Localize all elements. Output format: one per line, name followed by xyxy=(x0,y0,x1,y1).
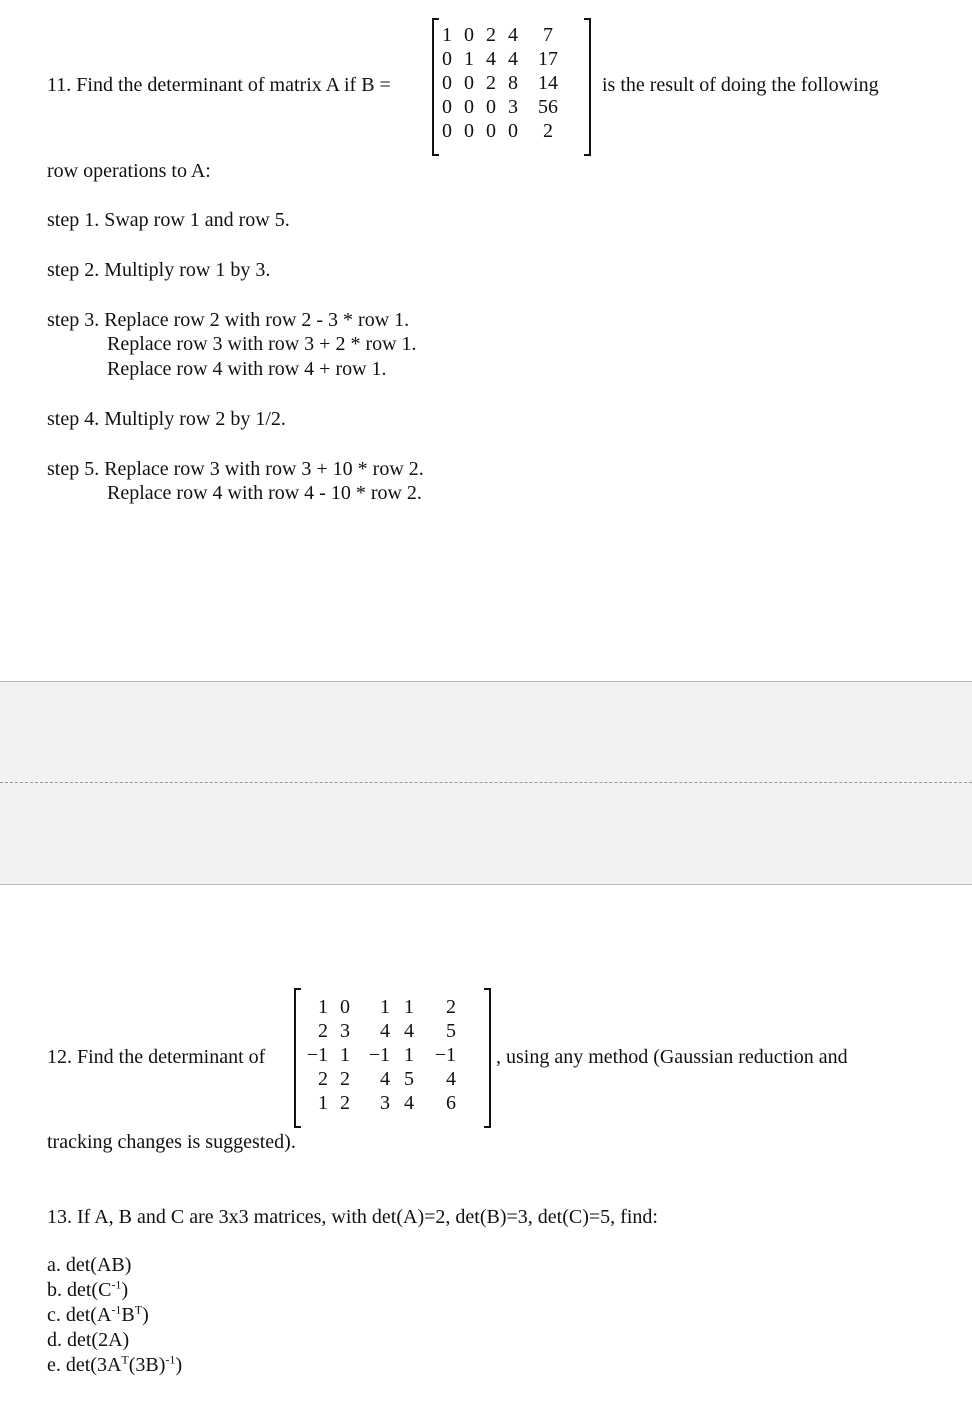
q13-c-exponent-1: -1 xyxy=(111,1302,122,1317)
step-2: step 2. Multiply row 1 by 3. xyxy=(47,259,271,281)
matrix-12-cell: 1 xyxy=(318,1092,328,1114)
q11-intro: 11. Find the determinant of matrix A if B = xyxy=(47,74,391,96)
matrix-b-cell: 0 xyxy=(464,96,474,118)
q13-c-text: c. det(A xyxy=(47,1304,112,1326)
matrix-b-cell: 0 xyxy=(464,24,474,46)
matrix-12-cell: 2 xyxy=(318,1068,328,1090)
q13-c-close: ) xyxy=(142,1304,149,1326)
matrix-b-cell: 56 xyxy=(538,96,558,118)
matrix-12-cell: 1 xyxy=(318,996,328,1018)
q13-b-text: b. det(C xyxy=(47,1279,112,1301)
step-3: step 3. Replace row 2 with row 2 - 3 * row 1. xyxy=(47,309,410,331)
q13-part-d: d. det(2A) xyxy=(47,1329,130,1351)
page-break-bottom-line xyxy=(0,884,972,885)
matrix-12-cell: −1 xyxy=(368,1044,390,1066)
matrix-12-cell: 6 xyxy=(446,1092,456,1114)
matrix-12-cell: 4 xyxy=(404,1020,414,1042)
matrix-12-cell: 4 xyxy=(446,1068,456,1090)
matrix-b-cell: 4 xyxy=(508,24,518,46)
q13-e-mid: (3B) xyxy=(128,1354,166,1376)
q13-intro: 13. If A, B and C are 3x3 matrices, with det(A)=2, det(B)=3, det(C)=5, find: xyxy=(47,1206,658,1228)
matrix-12-cell: 4 xyxy=(380,1068,390,1090)
matrix-12-cell: −1 xyxy=(306,1044,328,1066)
matrix-12 xyxy=(298,995,462,1115)
matrix-b-right-bracket xyxy=(584,18,591,156)
matrix-12-cell: 2 xyxy=(318,1020,328,1042)
q11-after: is the result of doing the following xyxy=(602,74,879,96)
matrix-12-cell: 1 xyxy=(340,1044,350,1066)
matrix-12-cell: 3 xyxy=(340,1020,350,1042)
page-break-band xyxy=(0,682,972,884)
matrix-12-cell: 1 xyxy=(404,996,414,1018)
matrix-b-cell: 0 xyxy=(442,72,452,94)
matrix-12-cell: 5 xyxy=(446,1020,456,1042)
q13-e-exponent-2: -1 xyxy=(165,1352,176,1367)
q13-b-exponent: -1 xyxy=(111,1277,122,1292)
q13-e-exponent-1: T xyxy=(121,1352,129,1367)
matrix-b-cell: 1 xyxy=(464,48,474,70)
q13-part-e xyxy=(47,1353,182,1377)
step-4: step 4. Multiply row 2 by 1/2. xyxy=(47,408,286,430)
matrix-b-cell: 8 xyxy=(508,72,518,94)
matrix-12-cell: 3 xyxy=(380,1092,390,1114)
matrix-b-cell: 2 xyxy=(486,72,496,94)
matrix-b-cell: 0 xyxy=(464,72,474,94)
matrix-12-cell: 4 xyxy=(404,1092,414,1114)
q12-continuation: tracking changes is suggested). xyxy=(47,1131,296,1153)
matrix-12-cell: 2 xyxy=(340,1092,350,1114)
matrix-b-cell: 14 xyxy=(538,72,558,94)
matrix-12-cell: 2 xyxy=(446,996,456,1018)
matrix-b-cell: 0 xyxy=(442,48,452,70)
matrix-b-cell: 0 xyxy=(464,120,474,142)
matrix-12-cell: 4 xyxy=(380,1020,390,1042)
q13-c-mid: B xyxy=(121,1304,135,1326)
matrix-12-cell: 1 xyxy=(404,1044,414,1066)
q13-part-b xyxy=(47,1278,128,1302)
matrix-b-cell: 4 xyxy=(508,48,518,70)
q11-continuation: row operations to A: xyxy=(47,160,211,182)
step-5: step 5. Replace row 3 with row 3 + 10 * row 2. xyxy=(47,458,424,480)
q12-intro: 12. Find the determinant of xyxy=(47,1046,266,1068)
matrix-b-cell: 0 xyxy=(486,120,496,142)
step-3-sub: Replace row 3 with row 3 + 2 * row 1. xyxy=(107,333,417,355)
matrix-b-cell: 7 xyxy=(543,24,553,46)
matrix-12-cell: 5 xyxy=(404,1068,414,1090)
matrix-b-cell: 2 xyxy=(486,24,496,46)
q13-e-text: e. det(3A xyxy=(47,1354,122,1376)
step-1: step 1. Swap row 1 and row 5. xyxy=(47,209,290,231)
matrix-12-cell: 1 xyxy=(380,996,390,1018)
matrix-b xyxy=(436,23,564,143)
matrix-b-cell: 3 xyxy=(508,96,518,118)
matrix-b-cell: 1 xyxy=(442,24,452,46)
matrix-b-cell: 2 xyxy=(543,120,553,142)
q13-b-close: ) xyxy=(121,1279,129,1301)
matrix-12-cell: −1 xyxy=(434,1044,456,1066)
matrix-b-cell: 17 xyxy=(538,48,558,70)
matrix-b-cell: 0 xyxy=(442,96,452,118)
page-break-dashed-line xyxy=(0,782,972,783)
q13-c-exponent-2: T xyxy=(134,1302,143,1317)
matrix-12-cell: 2 xyxy=(340,1068,350,1090)
q13-e-close: ) xyxy=(175,1354,183,1376)
q13-part-a: a. det(AB) xyxy=(47,1254,132,1276)
matrix-b-cell: 4 xyxy=(486,48,496,70)
step-5-sub: Replace row 4 with row 4 - 10 * row 2. xyxy=(107,482,422,504)
matrix-b-cell: 0 xyxy=(442,120,452,142)
matrix-12-cell: 0 xyxy=(340,996,350,1018)
q12-after: , using any method (Gaussian reduction and xyxy=(496,1046,848,1068)
matrix-12-right-bracket xyxy=(484,988,491,1128)
q13-part-c xyxy=(47,1303,149,1327)
matrix-b-cell: 0 xyxy=(508,120,518,142)
matrix-b-cell: 0 xyxy=(486,96,496,118)
step-3-sub: Replace row 4 with row 4 + row 1. xyxy=(107,358,387,380)
